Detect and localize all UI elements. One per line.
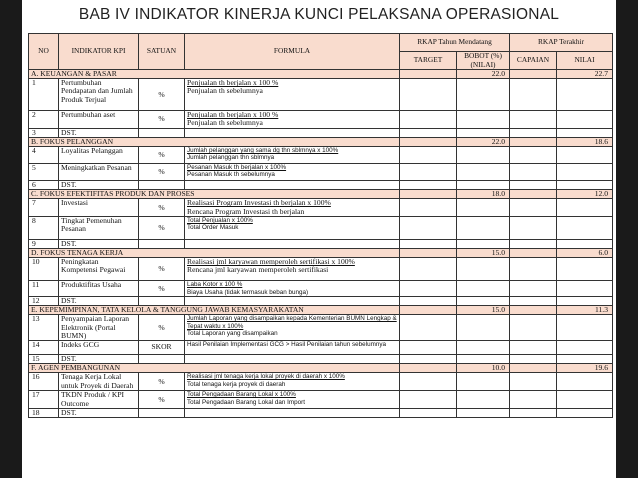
row-capaian (510, 315, 557, 341)
row-no: 7 (29, 199, 59, 216)
row-target (400, 258, 457, 281)
row-indikator: DST. (59, 181, 139, 190)
row-nilai (557, 391, 613, 408)
row-formula (185, 128, 400, 137)
section-label: A. KEUANGAN & PASAR (29, 70, 400, 79)
formula-numerator: Realisasi jml karyawan memperoleh sertifikasi x 100% (187, 257, 355, 267)
row-target (400, 373, 457, 391)
header-rkap-terakhir: RKAP Terakhir (510, 34, 613, 52)
row-target (400, 216, 457, 239)
row-target (400, 281, 457, 297)
header-satuan: SATUAN (139, 34, 185, 70)
row-capaian (510, 408, 557, 417)
formula-denominator: Total Laporan yang disampaikan (187, 330, 278, 338)
row-target (400, 315, 457, 341)
table-row (29, 391, 613, 408)
section-nilai: 6.0 (557, 249, 613, 258)
row-bobot (457, 315, 510, 341)
row-capaian (510, 164, 557, 181)
row-nilai (557, 341, 613, 355)
row-formula (185, 111, 400, 128)
row-formula (185, 355, 400, 364)
row-capaian (510, 181, 557, 190)
formula-numerator: Realisasi Program Investasi th berjalan x 100% (187, 198, 331, 208)
row-no: 14 (29, 341, 59, 355)
row-indikator: Produktifitas Usaha (59, 281, 139, 297)
row-indikator: Indeks GCG (59, 341, 139, 355)
row-nilai (557, 355, 613, 364)
header-formula: FORMULA (185, 34, 400, 70)
row-satuan: % (139, 147, 185, 164)
row-target (400, 181, 457, 190)
row-no: 6 (29, 181, 59, 190)
row-satuan: % (139, 391, 185, 408)
row-bobot (457, 79, 510, 111)
row-satuan: % (139, 258, 185, 281)
row-indikator: Penyampaian Laporan Elektronik (Portal BUMN) (59, 315, 139, 341)
formula-numerator: Realisasi jml tenaga kerja lokal proyek di daerah x 100% (187, 373, 345, 381)
row-indikator: Investasi (59, 199, 139, 216)
section-bobot: 10.0 (457, 364, 510, 373)
row-target (400, 391, 457, 408)
row-target (400, 111, 457, 128)
section-target (400, 70, 457, 79)
row-bobot (457, 147, 510, 164)
row-no: 4 (29, 147, 59, 164)
table-row (29, 181, 613, 190)
section-row (29, 249, 613, 258)
row-satuan: % (139, 79, 185, 111)
row-satuan: % (139, 111, 185, 128)
formula-denominator: Total Pengadaan Barang Lokal dan Import (187, 398, 305, 406)
section-row (29, 70, 613, 79)
formula-numerator: Penjualan th berjalan x 100 % (187, 78, 279, 88)
row-satuan (139, 408, 185, 417)
formula-numerator: Laba Kotor x 100 % (187, 281, 243, 289)
row-bobot (457, 128, 510, 137)
row-nilai (557, 181, 613, 190)
row-capaian (510, 128, 557, 137)
section-label: D. FOKUS TENAGA KERJA (29, 249, 400, 258)
row-bobot (457, 199, 510, 216)
row-nilai (557, 147, 613, 164)
page-title: BAB IV INDIKATOR KINERJA KUNCI PELAKSANA OPERASIONAL (78, 6, 560, 23)
header-nilai: NILAI (557, 52, 613, 70)
row-bobot (457, 181, 510, 190)
row-no: 15 (29, 355, 59, 364)
row-formula (185, 79, 400, 111)
row-satuan: % (139, 199, 185, 216)
section-bobot: 15.0 (457, 306, 510, 315)
row-formula (185, 147, 400, 164)
row-bobot (457, 355, 510, 364)
row-no: 8 (29, 216, 59, 239)
row-bobot (457, 408, 510, 417)
section-row (29, 306, 613, 315)
formula-numerator: Total Penjualan x 100% (187, 216, 253, 224)
formula-denominator: Total tenaga kerja proyek di daerah (187, 380, 286, 388)
header-bobot: BOBOT (%) (NILAI) (457, 52, 510, 70)
table-row (29, 341, 613, 355)
row-no: 9 (29, 239, 59, 248)
row-satuan: % (139, 216, 185, 239)
row-nilai (557, 297, 613, 306)
row-satuan (139, 355, 185, 364)
row-no: 3 (29, 128, 59, 137)
row-target (400, 355, 457, 364)
row-satuan (139, 181, 185, 190)
row-nilai (557, 128, 613, 137)
row-target (400, 199, 457, 216)
row-bobot (457, 391, 510, 408)
section-label: C. FOKUS EFEKTIFITAS PRODUK DAN PROSES (29, 190, 400, 199)
row-indikator: DST. (59, 297, 139, 306)
row-formula (185, 199, 400, 216)
table-row (29, 164, 613, 181)
row-formula (185, 281, 400, 297)
row-formula (185, 373, 400, 391)
row-nilai (557, 281, 613, 297)
row-indikator: Tingkat Pemenuhan Pesanan (59, 216, 139, 239)
section-bobot: 22.0 (457, 70, 510, 79)
section-bobot: 15.0 (457, 249, 510, 258)
row-capaian (510, 111, 557, 128)
formula-denominator: Penjualan th sebelumnya (187, 118, 263, 128)
table-row (29, 355, 613, 364)
section-label: B. FOKUS PELANGGAN (29, 137, 400, 146)
header-rkap-tahun: RKAP Tahun Mendatang (400, 34, 510, 52)
row-formula (185, 216, 400, 239)
formula-denominator: Pesanan Masuk th sebelumnya (187, 171, 275, 179)
row-nilai (557, 315, 613, 341)
section-nilai: 22.7 (557, 70, 613, 79)
section-row (29, 190, 613, 199)
formula-numerator: Hasil Penilaian Implementasi GCG > Hasil Penilaian tahun sebelumnya (187, 341, 386, 349)
row-formula (185, 391, 400, 408)
formula-denominator: Biaya Usaha (tidak termasuk beban bunga) (187, 288, 309, 296)
row-satuan (139, 239, 185, 248)
table-row (29, 216, 613, 239)
row-bobot (457, 297, 510, 306)
row-no: 18 (29, 408, 59, 417)
section-target (400, 306, 457, 315)
row-target (400, 297, 457, 306)
row-indikator: Pertumbuhan aset (59, 111, 139, 128)
table-row (29, 258, 613, 281)
row-formula (185, 341, 400, 355)
table-body (29, 70, 613, 418)
row-nilai (557, 258, 613, 281)
formula-numerator: Penjualan th berjalan x 100 % (187, 110, 279, 120)
row-formula (185, 297, 400, 306)
row-no: 1 (29, 79, 59, 111)
row-bobot (457, 164, 510, 181)
row-satuan (139, 128, 185, 137)
table-row (29, 239, 613, 248)
row-indikator: Tenaga Kerja Lokal untuk Proyek di Daerah (59, 373, 139, 391)
header-capaian: CAPAIAN (510, 52, 557, 70)
row-bobot (457, 239, 510, 248)
row-capaian (510, 147, 557, 164)
row-bobot (457, 281, 510, 297)
section-nilai: 12.0 (557, 190, 613, 199)
section-target (400, 249, 457, 258)
row-indikator: DST. (59, 239, 139, 248)
table-header (29, 34, 613, 70)
row-indikator: DST. (59, 128, 139, 137)
row-satuan: % (139, 164, 185, 181)
table-row (29, 147, 613, 164)
formula-denominator: Rencana jml karyawan memperoleh sertifikasi (187, 265, 329, 275)
row-bobot (457, 373, 510, 391)
row-capaian (510, 373, 557, 391)
section-label: E. KEPEMIMPINAN, TATA KELOLA & TANGGUNG JAWAB KEMASYARAKATAN (29, 306, 400, 315)
row-no: 10 (29, 258, 59, 281)
row-capaian (510, 216, 557, 239)
row-formula (185, 181, 400, 190)
table-row (29, 128, 613, 137)
row-target (400, 239, 457, 248)
row-formula (185, 315, 400, 341)
row-bobot (457, 111, 510, 128)
kpi-table (28, 33, 613, 418)
formula-denominator: Jumlah pelanggan thn sblmnya (187, 154, 275, 162)
row-satuan: % (139, 373, 185, 391)
formula-numerator: Jumlah Laporan yang disampaikan kepada Kementerian BUMN Lengkap & Tepat waktu x 100% (187, 315, 397, 330)
row-bobot (457, 341, 510, 355)
row-bobot (457, 216, 510, 239)
section-row (29, 364, 613, 373)
section-capaian (510, 190, 557, 199)
section-target (400, 190, 457, 199)
header-target: TARGET (400, 52, 457, 70)
formula-denominator: Penjualan th sebelumnya (187, 86, 263, 96)
table-row (29, 281, 613, 297)
row-target (400, 79, 457, 111)
row-no: 17 (29, 391, 59, 408)
section-capaian (510, 249, 557, 258)
row-bobot (457, 258, 510, 281)
table-row (29, 199, 613, 216)
table-row (29, 408, 613, 417)
row-capaian (510, 297, 557, 306)
row-target (400, 147, 457, 164)
header-indikator: INDIKATOR KPI (59, 34, 139, 70)
row-nilai (557, 408, 613, 417)
row-capaian (510, 239, 557, 248)
section-nilai: 19.6 (557, 364, 613, 373)
row-capaian (510, 355, 557, 364)
header-no: NO (29, 34, 59, 70)
row-target (400, 164, 457, 181)
row-satuan: % (139, 281, 185, 297)
row-indikator: DST. (59, 408, 139, 417)
table-row (29, 315, 613, 341)
row-indikator: TKDN Produk / KPI Outcome (59, 391, 139, 408)
row-capaian (510, 341, 557, 355)
row-target (400, 341, 457, 355)
section-capaian (510, 364, 557, 373)
row-nilai (557, 111, 613, 128)
section-target (400, 364, 457, 373)
row-satuan: SKOR (139, 341, 185, 355)
row-capaian (510, 281, 557, 297)
section-capaian (510, 137, 557, 146)
section-bobot: 18.0 (457, 190, 510, 199)
row-no: 16 (29, 373, 59, 391)
row-satuan (139, 297, 185, 306)
formula-numerator: Total Pengadaan Barang Lokal x 100% (187, 391, 296, 399)
row-indikator: Peningkatan Kompetensi Pegawai (59, 258, 139, 281)
table-row (29, 373, 613, 391)
row-capaian (510, 79, 557, 111)
formula-numerator: Pesanan Masuk th berjalan x 100% (187, 164, 287, 172)
formula-denominator: Total Order Masuk (187, 224, 239, 232)
row-formula (185, 408, 400, 417)
row-formula (185, 239, 400, 248)
formula-numerator: Jumlah pelanggan yang sama dg thn sblmnya x 100% (187, 147, 339, 155)
row-no: 12 (29, 297, 59, 306)
table-row (29, 297, 613, 306)
table-row (29, 111, 613, 128)
section-capaian (510, 306, 557, 315)
row-nilai (557, 216, 613, 239)
row-capaian (510, 391, 557, 408)
row-capaian (510, 258, 557, 281)
row-nilai (557, 199, 613, 216)
row-formula (185, 164, 400, 181)
row-indikator: Loyalitas Pelanggan (59, 147, 139, 164)
section-label: F. AGEN PEMBANGUNAN (29, 364, 400, 373)
row-indikator: DST. (59, 355, 139, 364)
row-indikator: Meningkatkan Pesanan (59, 164, 139, 181)
section-bobot: 22.0 (457, 137, 510, 146)
row-no: 5 (29, 164, 59, 181)
section-nilai: 11.3 (557, 306, 613, 315)
section-row (29, 137, 613, 146)
row-target (400, 408, 457, 417)
row-target (400, 128, 457, 137)
row-nilai (557, 79, 613, 111)
section-nilai: 18.6 (557, 137, 613, 146)
table-row (29, 79, 613, 111)
section-capaian (510, 70, 557, 79)
row-formula (185, 258, 400, 281)
row-nilai (557, 373, 613, 391)
row-no: 11 (29, 281, 59, 297)
row-no: 13 (29, 315, 59, 341)
row-nilai (557, 239, 613, 248)
row-satuan: % (139, 315, 185, 341)
formula-denominator: Rencana Program Investasi th berjalan (187, 206, 305, 216)
row-no: 2 (29, 111, 59, 128)
row-nilai (557, 164, 613, 181)
section-target (400, 137, 457, 146)
document-page (22, 0, 616, 478)
row-capaian (510, 199, 557, 216)
row-indikator: Pertumbuhan Pendapatan dan Jumlah Produk Terjual (59, 79, 139, 111)
